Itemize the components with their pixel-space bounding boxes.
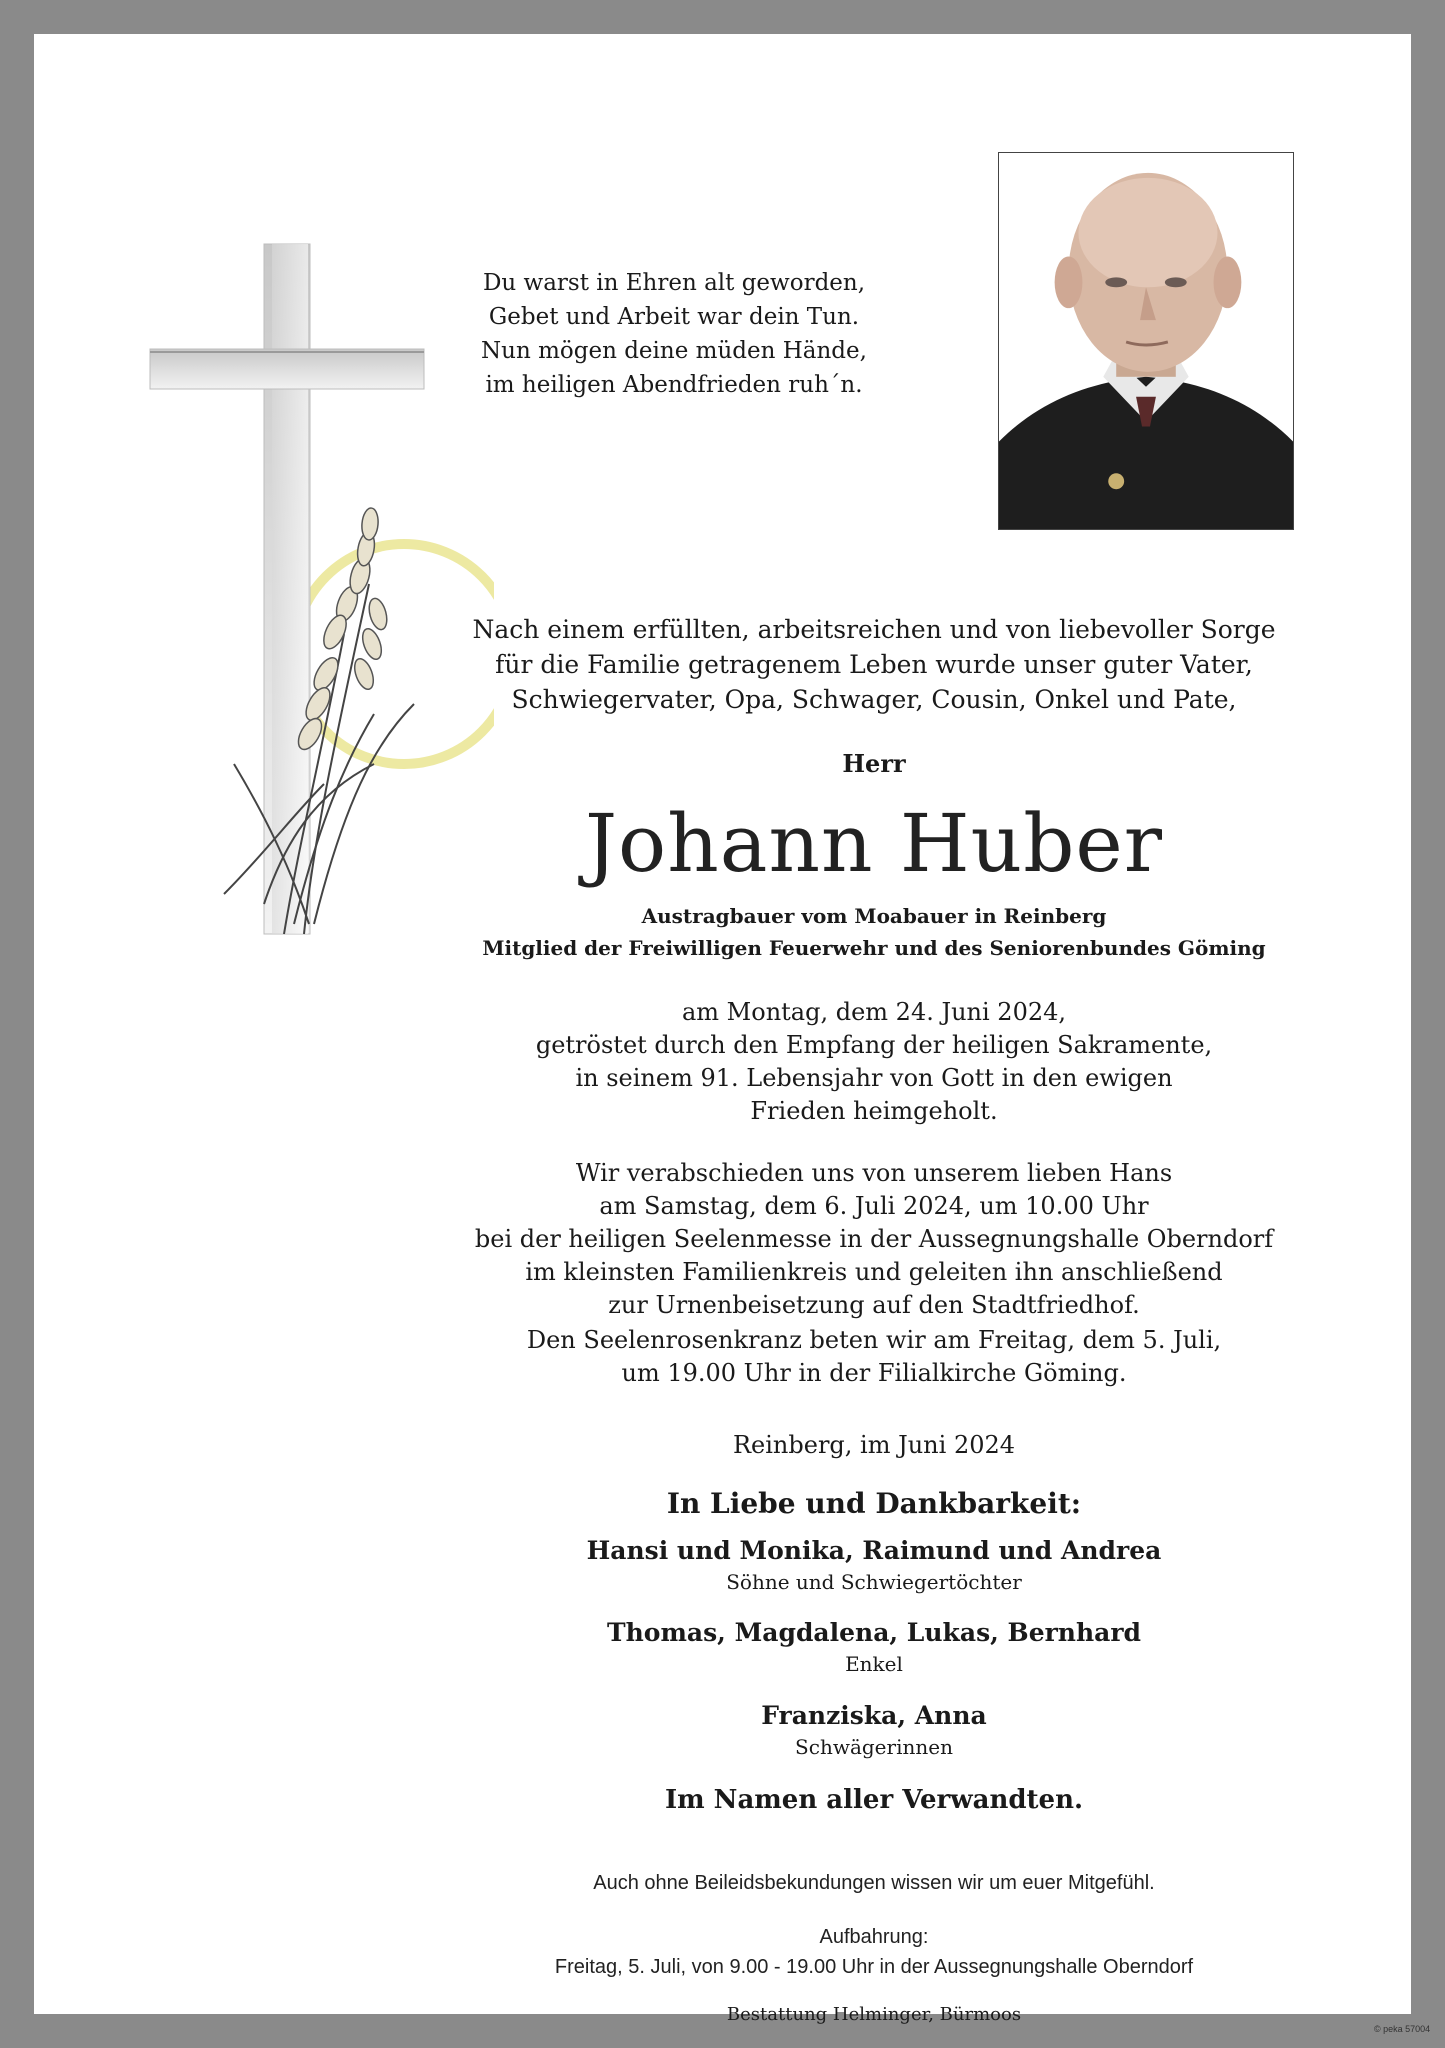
death-line: Frieden heimgeholt. bbox=[750, 1097, 998, 1125]
death-notice bbox=[434, 996, 1314, 1128]
mourner-group bbox=[434, 1534, 1314, 1596]
obituary-sheet bbox=[34, 34, 1431, 2034]
poem-line: Gebet und Arbeit war dein Tun. bbox=[488, 304, 860, 330]
portrait-image bbox=[999, 153, 1293, 529]
mourner-names: Franziska, Anna bbox=[761, 1701, 987, 1730]
deceased-roles bbox=[434, 900, 1314, 964]
undertaker: Bestattung Helminger, Bürmoos bbox=[726, 2004, 1022, 2025]
funeral-line: am Samstag, dem 6. Juli 2024, um 10.00 Uhr bbox=[599, 1192, 1149, 1220]
cross-horizontal-beam bbox=[150, 349, 424, 389]
intro-line: für die Familie getragenem Leben wurde unser guter Vater, bbox=[495, 650, 1253, 679]
rosary-notice bbox=[434, 1324, 1314, 1390]
viewing-details: Freitag, 5. Juli, von 9.00 - 19.00 Uhr in der Aussegnungshalle Oberndorf bbox=[554, 1956, 1194, 1978]
condolence-note: Auch ohne Beileidsbekundungen wissen wir um euer Mitgefühl. bbox=[593, 1872, 1155, 1894]
poem bbox=[454, 266, 894, 402]
death-line: am Montag, dem 24. Juni 2024, bbox=[681, 998, 1067, 1026]
role-line: Mitglied der Freiwilligen Feuerwehr und des Seniorenbundes Göming bbox=[482, 936, 1266, 960]
intro-line: Nach einem erfüllten, arbeitsreichen und von liebevoller Sorge bbox=[472, 615, 1276, 644]
salutation: Herr bbox=[842, 749, 906, 778]
mourner-names: Hansi und Monika, Raimund und Andrea bbox=[586, 1536, 1162, 1565]
mourner-group bbox=[434, 1616, 1314, 1678]
death-line: getröstet durch den Empfang der heiligen Sakramente, bbox=[535, 1031, 1213, 1059]
poem-line: Du warst in Ehren alt geworden, bbox=[482, 270, 866, 296]
poem-line: im heiligen Abendfrieden ruh´n. bbox=[485, 372, 863, 398]
death-line: in seinem 91. Lebensjahr von Gott in den ewigen bbox=[575, 1064, 1173, 1092]
role-line: Austragbauer vom Moabauer in Reinberg bbox=[641, 904, 1107, 928]
funeral-line: Wir verabschieden uns von unserem lieben Hans bbox=[575, 1159, 1173, 1187]
viewing-label: Aufbahrung: bbox=[819, 1926, 929, 1948]
portrait-photo bbox=[998, 152, 1294, 530]
mourner-names: Thomas, Magdalena, Lukas, Bernhard bbox=[607, 1618, 1141, 1647]
cross-wheat-illustration bbox=[114, 204, 494, 944]
funeral-notice bbox=[434, 1157, 1314, 1322]
mourner-relation: Söhne und Schwiegertöchter bbox=[726, 1570, 1022, 1594]
funeral-line: im kleinsten Familienkreis und geleiten ihn anschließend bbox=[525, 1258, 1223, 1286]
place-date: Reinberg, im Juni 2024 bbox=[732, 1431, 1016, 1459]
thanks-heading: In Liebe und Dankbarkeit: bbox=[666, 1487, 1082, 1520]
deceased-name: Johann Huber bbox=[584, 797, 1163, 890]
rosary-line: Den Seelenrosenkranz beten wir am Freitag, dem 5. Juli, bbox=[526, 1326, 1222, 1354]
funeral-line: bei der heiligen Seelenmesse in der Aussegnungshalle Oberndorf bbox=[474, 1225, 1274, 1253]
intro-line: Schwiegervater, Opa, Schwager, Cousin, Onkel und Pate, bbox=[511, 685, 1237, 714]
mourner-group bbox=[434, 1699, 1314, 1761]
mourner-relation: Schwägerinnen bbox=[795, 1735, 953, 1759]
viewing-info bbox=[334, 1922, 1414, 1982]
rosary-line: um 19.00 Uhr in der Filialkirche Göming. bbox=[621, 1359, 1127, 1387]
mourner-relation: Enkel bbox=[845, 1652, 903, 1676]
copyright-mark: © peka 57004 bbox=[1374, 2024, 1431, 2034]
intro-text bbox=[434, 612, 1314, 717]
closing-line: Im Namen aller Verwandten. bbox=[664, 1785, 1084, 1815]
poem-line: Nun mögen deine müden Hände, bbox=[481, 338, 867, 364]
funeral-line: zur Urnenbeisetzung auf den Stadtfriedhof. bbox=[608, 1291, 1140, 1319]
